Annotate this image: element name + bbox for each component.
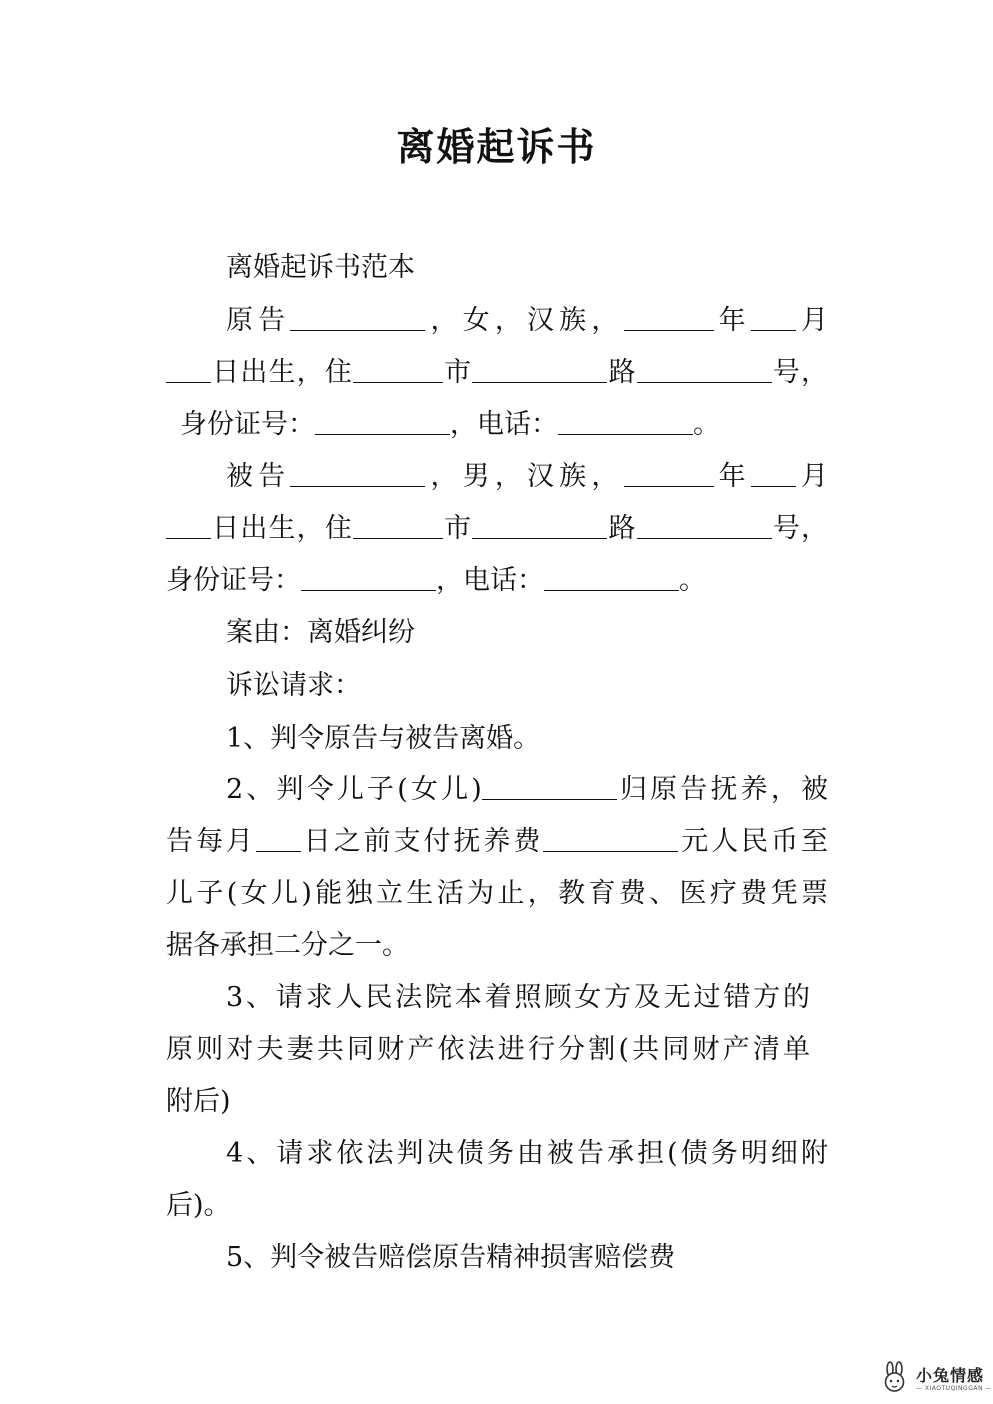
rabbit-logo-icon bbox=[878, 1361, 912, 1395]
text: 归原告抚养，被 bbox=[616, 774, 828, 805]
text: ，电话： bbox=[436, 565, 544, 596]
claim-1: 1、判令原告与被告离婚。 bbox=[226, 723, 541, 754]
claim-3-line-2: 原则对夫妻共同财产依法进行分割(共同财产清单 bbox=[166, 1034, 810, 1065]
text: 市 bbox=[443, 513, 473, 544]
claim-2-line-2 bbox=[166, 822, 828, 862]
text: 月 bbox=[795, 461, 829, 492]
plaintiff-line-2 bbox=[166, 353, 828, 393]
cause-line: 案由：离婚纠纷 bbox=[226, 617, 415, 648]
document-title: 离婚起诉书 bbox=[396, 125, 597, 169]
blank-road bbox=[472, 514, 607, 539]
plaintiff-line-1 bbox=[226, 301, 828, 341]
text: 年 bbox=[713, 305, 751, 336]
text: ，女，汉族， bbox=[425, 305, 624, 336]
text: 路 bbox=[607, 357, 637, 388]
blank-phone bbox=[558, 410, 693, 435]
text: 号， bbox=[771, 513, 829, 544]
blank-number bbox=[637, 358, 772, 383]
blank-month bbox=[751, 306, 796, 331]
blank-id bbox=[301, 566, 436, 591]
text: 市 bbox=[443, 357, 473, 388]
watermark-name: 小兔情感 bbox=[916, 1366, 985, 1385]
blank-city bbox=[353, 514, 443, 539]
watermark-subtitle: — XIAOTUQINGGAN — bbox=[916, 1385, 992, 1392]
claim-5: 5、判令被告赔偿原告精神损害赔偿费 bbox=[226, 1242, 676, 1273]
blank-year bbox=[624, 462, 714, 487]
blank-day bbox=[166, 514, 211, 539]
blank-number bbox=[637, 514, 772, 539]
defendant-line-1 bbox=[226, 457, 828, 497]
blank-month bbox=[751, 462, 796, 487]
claim-2-line-3: 儿子(女儿)能独立生活为止，教育费、医疗费凭票 bbox=[166, 878, 828, 909]
text: 告每月 bbox=[166, 826, 256, 857]
claim-3-line-1: 3、请求人民法院本着照顾女方及无过错方的 bbox=[226, 982, 810, 1013]
blank-road bbox=[472, 358, 607, 383]
text: 原告 bbox=[226, 305, 291, 336]
text: 身份证号： bbox=[166, 565, 301, 596]
claim-3-line-3: 附后) bbox=[166, 1086, 231, 1117]
text: 身份证号： bbox=[180, 409, 315, 440]
defendant-line-3 bbox=[166, 561, 828, 601]
defendant-line-2 bbox=[166, 509, 828, 549]
text: 。 bbox=[693, 409, 720, 440]
text: 。 bbox=[679, 565, 706, 596]
text: 月 bbox=[795, 305, 829, 336]
text: 日出生，住 bbox=[211, 513, 353, 544]
text: 日之前支付抚养费 bbox=[300, 826, 544, 857]
blank-day bbox=[166, 358, 211, 383]
plaintiff-line-3 bbox=[180, 405, 842, 445]
text: 日出生，住 bbox=[211, 357, 353, 388]
text: 年 bbox=[713, 461, 751, 492]
blank-phone bbox=[544, 566, 679, 591]
blank-child bbox=[482, 775, 617, 800]
text: 2、判令儿子(女儿) bbox=[226, 774, 482, 805]
text: ，男，汉族， bbox=[425, 461, 624, 492]
claim-4-line-2: 后)。 bbox=[166, 1190, 231, 1221]
claims-heading: 诉讼请求： bbox=[226, 670, 361, 701]
blank-name bbox=[290, 306, 425, 331]
text: ，电话： bbox=[450, 409, 558, 440]
blank-amount bbox=[543, 827, 678, 852]
watermark bbox=[878, 1360, 992, 1398]
text: 元人民币至 bbox=[678, 826, 829, 857]
blank-day bbox=[256, 827, 301, 852]
blank-name bbox=[290, 462, 425, 487]
claim-4-line-1: 4、请求依法判决债务由被告承担(债务明细附 bbox=[226, 1138, 828, 1169]
text: 被告 bbox=[226, 461, 291, 492]
text: 路 bbox=[607, 513, 637, 544]
text: 号， bbox=[771, 357, 829, 388]
blank-city bbox=[353, 358, 443, 383]
claim-2-line-4: 据各承担二分之一。 bbox=[166, 930, 409, 961]
subtitle: 离婚起诉书范本 bbox=[226, 252, 415, 283]
claim-2-line-1 bbox=[226, 770, 828, 810]
blank-id bbox=[315, 410, 450, 435]
blank-year bbox=[624, 306, 714, 331]
